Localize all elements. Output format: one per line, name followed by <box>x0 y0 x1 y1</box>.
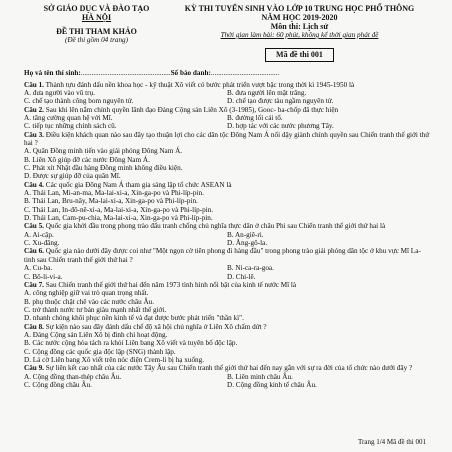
dept-name: SỞ GIÁO DỤC VÀ ĐÀO TẠO <box>43 4 150 13</box>
options-row <box>24 239 430 247</box>
options-row <box>24 373 430 381</box>
student-id-field: ...................................... <box>210 68 280 77</box>
student-id-label: Số báo danh: <box>170 68 211 77</box>
question-stem <box>24 364 430 372</box>
question-5 <box>24 222 430 247</box>
options-row <box>24 231 430 239</box>
answer-option: B. Các nước cộng hòa tách ra khỏi Liên bang Xô viết và tuyên bố độc lập. <box>24 339 238 348</box>
question-stem <box>24 323 430 331</box>
answer-option: D. Cộng đồng kinh tế châu Âu. <box>227 380 317 389</box>
answer-option: A. Cu-ba. <box>24 264 53 273</box>
answer-option: B. An-giê-ri. <box>227 230 264 239</box>
question-1 <box>24 81 430 106</box>
question-text: Sự kiện nào sau đây đánh dấu chế độ xã hội chủ nghĩa ở Liên Xô chấm dứt ? <box>45 322 267 331</box>
answer-option: A. Đảng Cộng sản Liên Xô bị đình chỉ hoạt động. <box>24 330 168 339</box>
page-footer: Trang 1/4 Mã đề thi 001 <box>358 438 426 446</box>
answer-option: B. Liên Xô giúp đỡ các nước Đông Nam Á. <box>24 155 150 164</box>
answer-option: D. Ăng-gô-la. <box>227 239 268 248</box>
question-number: Câu 5. <box>24 222 44 231</box>
student-name-field: .................................................. <box>80 68 171 77</box>
options-row <box>24 97 430 105</box>
answer-option: C. chế tạo thành công bom nguyên tử. <box>24 97 134 106</box>
question-6 <box>24 247 430 280</box>
options-row <box>24 114 430 122</box>
options-row <box>24 89 430 97</box>
answer-option: C. trở thành nước tư bản giàu mạnh nhất thế giới. <box>24 305 167 314</box>
student-name-label: Họ và tên thí sinh: <box>24 68 81 77</box>
question-text: Sự liên kết cao nhất của các nước Tây Âu sau Chiến tranh thế giới thứ hai đến nay gắn với sự ra đời của tổ chức nào dưới đây ? <box>45 364 413 373</box>
question-3 <box>24 131 430 181</box>
question-list <box>24 81 430 390</box>
question-number: Câu 7. <box>24 280 44 289</box>
exam-title-line2: NĂM HỌC 2019-2020 <box>261 13 338 22</box>
question-4 <box>24 181 430 223</box>
answer-option: D. chế tạo được tàu ngầm nguyên tử. <box>227 97 334 106</box>
answer-option: B. Ni-ca-ra-goa. <box>227 264 274 273</box>
question-number: Câu 8. <box>24 322 44 331</box>
question-text: Sau khi lên nắm chính quyền lãnh đạo Đảng Cộng sản Liên Xô (3-1985), Gooc- ba-chốp đã thực hiện <box>45 105 339 114</box>
answer-option: A. Cộng đồng than-thép châu Âu. <box>24 372 122 381</box>
question-number: Câu 2. <box>24 105 44 114</box>
question-stem <box>24 106 430 114</box>
answer-option: A. Quân Đồng minh tiến vào giải phóng Đông Nam Á. <box>24 147 183 156</box>
student-info-row <box>24 69 430 77</box>
answer-option: C. Thái Lan, In-đô-nê-xi-a, Ma-lai-xi-a, Xin-ga-po và Phi-líp-pin. <box>24 205 214 214</box>
answer-option: B. đưa người lên mặt trăng. <box>227 88 307 97</box>
options-row <box>24 264 430 272</box>
answer-option: D. nhanh chóng khôi phục nền kinh tế và đạt được bước phát triển "thần kì". <box>24 314 244 323</box>
answer-option: C. Phát xít Nhật đầu hàng Đồng minh không điều kiện. <box>24 164 183 173</box>
options-row <box>24 273 430 281</box>
answer-option: A. tăng cường quan hệ với Mĩ. <box>24 113 113 122</box>
answer-option: B. Liên minh châu Âu. <box>227 372 293 381</box>
answer-option: A. Thái Lan, Mi-an-ma, Ma-lai-xi-a, Xin-ga-po và Phi-líp-pin. <box>24 189 204 198</box>
question-text: Quốc gia nào dưới đây được coi như "Một ngọn cờ tiên phong đi hàng đầu" trong phong trào giải phóng dân tộc ở khu vực Mĩ La-tinh sau Chiến tranh thế giới thứ hai ? <box>24 247 421 264</box>
question-number: Câu 3. <box>24 130 44 139</box>
question-stem <box>24 131 430 148</box>
question-stem <box>24 281 430 289</box>
answer-option: A. công nghiệp giữ vai trò quan trọng nhất. <box>24 289 149 298</box>
header-left <box>24 4 169 62</box>
exam-title-line1: KỲ THI TUYỂN SINH VÀO LỚP 10 TRUNG HỌC PHỔ THÔNG <box>184 4 415 13</box>
question-stem <box>24 247 430 264</box>
answer-option: D. Lá cờ Liên bang Xô viết trên nóc điện Crem-li bị hạ xuống. <box>24 355 205 364</box>
answer-option: C. Cộng đồng các quốc gia độc lập (SNG) thành lập. <box>24 347 176 356</box>
question-2 <box>24 106 430 131</box>
question-number: Câu 9. <box>24 364 44 373</box>
answer-option: B. phụ thuộc chặt chẽ vào các nước châu Âu. <box>24 297 155 306</box>
answer-option: A. đưa người vào vũ trụ. <box>24 88 95 97</box>
answer-option: B. đường lối cải tổ. <box>227 113 283 122</box>
question-text: Điều kiện khách quan nào sau đây tạo thuận lợi cho các dân tộc Đông Nam Á nổi dậy giành chính quyền sau Chiến tranh thế giới thứ hai ? <box>24 130 430 147</box>
answer-option: C. Bô-li-vi-a. <box>24 272 63 281</box>
exam-subject: Môn thi: Lịch sử <box>270 22 329 31</box>
question-stem <box>24 81 430 89</box>
options-row <box>24 122 430 130</box>
question-number: Câu 4. <box>24 180 44 189</box>
answer-option: D. Thái Lan, Cam-pu-chia, Ma-lai-xi-a, Xin-ga-po và Phi-líp-pin. <box>24 214 213 223</box>
header-right <box>169 4 430 62</box>
city-name: HÀ NỘI <box>81 13 112 22</box>
exam-time: Thời gian làm bài: 60 phút, không kể thời gian phát đề <box>220 31 379 39</box>
exam-code-box: Mã đề thi 001 <box>265 48 334 62</box>
answer-option: D. Được sự giúp đỡ của quân Mĩ. <box>24 172 121 181</box>
answer-option: A. Ai-cập. <box>24 230 54 239</box>
answer-option: D. hợp tác với các nước phương Tây. <box>227 122 334 131</box>
answer-option: C. tiếp tục những chính sách cũ. <box>24 122 117 131</box>
exam-header <box>24 4 430 62</box>
question-number: Câu 1. <box>24 80 44 89</box>
answer-option: D. Chi-lê. <box>227 272 256 281</box>
exam-type: ĐỀ THI THAM KHẢO <box>56 27 137 36</box>
pages-note: (Đề thi gồm 04 trang) <box>64 36 129 44</box>
question-text: Thành tựu đánh dấu nền khoa học - kỹ thuật Xô viết có bước phát triển vượt bậc trong thời kì 1945-1950 là <box>45 80 355 89</box>
question-stem <box>24 222 430 230</box>
question-text: Sau Chiến tranh thế giới thứ hai đến năm 1973 tình hình nổi bật của kinh tế nước Mĩ là <box>45 280 297 289</box>
question-number: Câu 6. <box>24 247 44 256</box>
question-text: Các quốc gia Đông Nam Á tham gia sáng lập tổ chức ASEAN là <box>45 180 232 189</box>
question-stem <box>24 181 430 189</box>
options-row <box>24 381 430 389</box>
answer-option: C. Cộng đồng châu Âu. <box>24 380 92 389</box>
answer-option: B. Thái Lan, Bru-nây, Ma-lai-xi-a, Xin-ga-po và Phi-líp-pin. <box>24 197 198 206</box>
question-text: Quốc gia khởi đầu trong phong trào đấu tranh chống chủ nghĩa thực dân ở châu Phi sau Chiến tranh thế giới thứ hai là <box>45 222 386 231</box>
question-8 <box>24 323 430 365</box>
answer-option: C. Xu-đăng. <box>24 239 60 248</box>
question-7 <box>24 281 430 323</box>
question-9 <box>24 364 430 389</box>
